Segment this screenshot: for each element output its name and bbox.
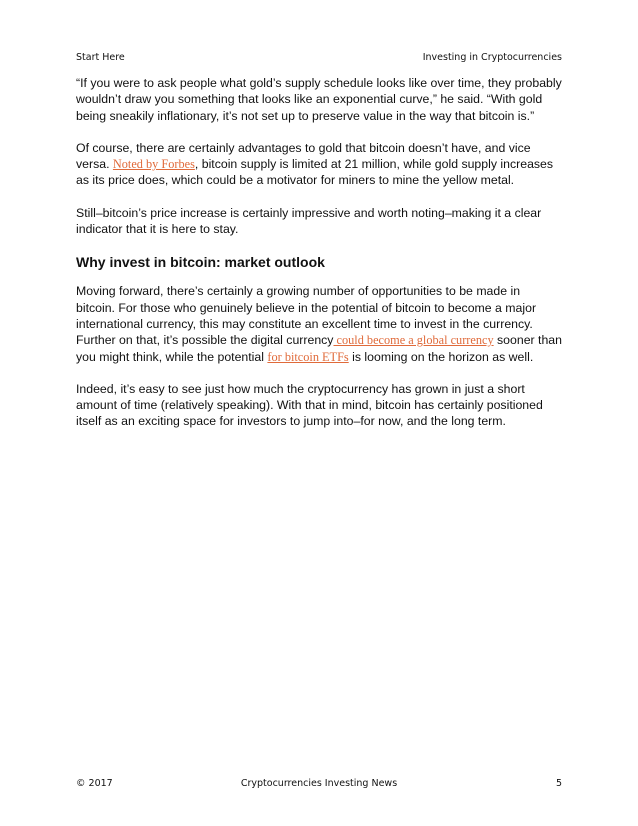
- footer-copyright: © 2017: [76, 778, 113, 789]
- paragraph-quote: “If you were to ask people what gold’s supply schedule looks like over time, they probably wouldn’t draw you something that looks like an exponential curve,” he said. “With gold being sneakily inflationary, it’s not set up to preserve value in the way that bitcoin is.”: [76, 76, 562, 123]
- page-number: 5: [555, 778, 562, 789]
- paragraph-moving-forward-text-b: sooner than you might think, while the potential: [76, 333, 562, 364]
- paragraph-moving-forward-text-a: Moving forward, there’s certainly a growing number of opportunities to be made in bitcoin. For those who genuinely believe in the potential of bitcoin to become a major international currency, this may constitute an excellent time to invest in the currency. Further on that, it’s possible the digital currency: [76, 284, 537, 348]
- header-left-text: Start Here: [76, 52, 125, 63]
- page-footer: [76, 778, 562, 789]
- page-header: [76, 52, 562, 63]
- paragraph-moving-forward-text-c: is looming on the horizon as well.: [348, 349, 534, 364]
- paragraph-advantages-text-b: , bitcoin supply is limited at 21 million, while gold supply increases as its price does, which could be a motivator for miners to mine the yellow metal.: [76, 157, 554, 188]
- paragraph-indeed: Indeed, it’s easy to see just how much the cryptocurrency has grown in just a short amount of time (relatively speaking). With that in mind, bitcoin has certainly positioned itself as an exciting space for investors to jump into–for now, and the long term.: [76, 381, 543, 429]
- footer-title: Cryptocurrencies Investing News: [240, 778, 398, 789]
- paragraph-advantages: [76, 140, 562, 189]
- bitcoin-etfs-link[interactable]: for bitcoin ETFs: [267, 349, 349, 364]
- paragraph-advantages-text-a: Of course, there are certainly advantages to gold that bitcoin doesn’t have, and vice versa.: [76, 140, 531, 172]
- document-body: [76, 75, 562, 446]
- section-heading: Why invest in bitcoin: market outlook: [76, 254, 325, 271]
- header-right-text: Investing in Cryptocurrencies: [422, 52, 562, 63]
- paragraph-moving-forward: [76, 283, 562, 364]
- paragraph-still: Still–bitcoin’s price increase is certainly impressive and worth noting–making it a clear indicator that it is here to stay.: [76, 205, 542, 237]
- forbes-link[interactable]: Noted by Forbes: [112, 157, 195, 172]
- global-currency-link[interactable]: could become a global currency: [333, 333, 494, 348]
